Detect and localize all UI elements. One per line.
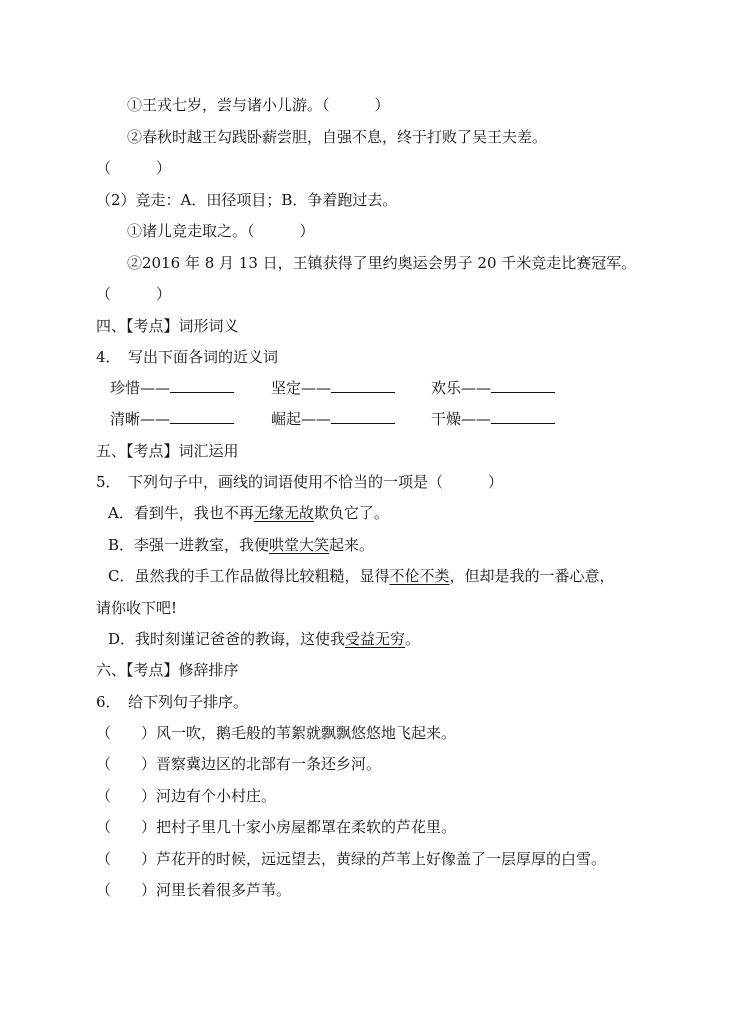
synonym-word: 欢乐—— [431,379,492,397]
option-text: B．李强一进教室，我便 [108,536,270,554]
synonym-item [110,378,234,398]
synonym-word: 干燥—— [431,410,492,428]
q3-item-b1: ①诸儿竞走取之。（ ） [127,222,315,240]
answer-blank[interactable] [170,409,234,424]
q6-stem: 6． 给下列句子排序。 [96,693,249,711]
underlined-word: 无缘无故 [253,504,314,522]
option-text: 欺负它了。 [313,504,389,522]
synonym-word: 坚定—— [271,379,332,397]
q3-item-a1: ①王戎七岁，尝与诸小儿游。（ ） [127,96,390,114]
sentence-item: （ ）芦花开的时候，远远望去，黄绿的芦苇上好像盖了一层厚厚的白雪。 [96,850,607,868]
sentence-item: （ ）风一吹，鹅毛般的苇絮就飘飘悠悠地飞起来。 [96,724,457,742]
underlined-word: 不伦不类 [389,567,450,585]
sentence-item: （ ）河里长着很多芦苇。 [96,881,292,899]
synonym-item [271,409,395,429]
synonym-item [271,378,395,398]
synonym-item [431,378,555,398]
q5-option-c [108,566,615,586]
synonym-item [431,409,555,429]
q3-item-b2: ②2016 年 8 月 13 日，王镇获得了里约奥运会男子 20 千米竞走比赛冠军。 [127,254,637,272]
synonym-word: 珍惜—— [110,379,171,397]
synonym-word: 清晰—— [110,410,171,428]
answer-blank[interactable] [170,378,234,393]
q5-stem: 5． 下列句子中，画线的词语使用不恰当的一项是（ ） [96,473,504,491]
sentence-item: （ ）河边有个小村庄。 [96,787,277,805]
section-5-title: 五、【考点】词汇运用 [96,442,239,460]
section-4-title: 四、【考点】词形词义 [96,317,239,335]
synonym-item [110,409,234,429]
sentence-item: （ ）把村子里几十家小房屋都罩在柔软的芦花里。 [96,818,457,836]
synonym-word: 崛起—— [271,410,332,428]
q5-option-c-continued: 请你收下吧! [96,599,178,617]
option-text: C．虽然我的手工作品做得比较粗糙，显得 [108,567,390,585]
option-text: 起来。 [329,536,375,554]
q3-part2-stem: （2）竞走：A．田径项目；B．争着跑过去。 [96,191,398,209]
option-text: 。 [405,630,421,648]
option-text: ，但却是我的一番心意， [449,567,615,585]
q3-item-b2-blank: （ ） [96,285,172,303]
underlined-word: 哄堂大笑 [269,536,330,554]
sentence-item: （ ）晋察冀边区的北部有一条还乡河。 [96,755,382,773]
underlined-word: 受益无穷 [345,630,406,648]
option-text: D．我时刻谨记爸爸的教诲，这使我 [108,630,346,648]
answer-blank[interactable] [331,378,395,393]
q3-item-a2-blank: （ ） [96,159,172,177]
q5-option-d [108,629,420,649]
q5-option-a [108,503,389,523]
q4-stem: 4． 写出下面各词的近义词 [96,348,279,366]
q3-item-a2: ②春秋时越王勾践卧薪尝胆，自强不息，终于打败了吴王夫差。 [127,128,548,146]
answer-blank[interactable] [491,378,555,393]
answer-blank[interactable] [491,409,555,424]
section-6-title: 六、【考点】修辞排序 [96,661,239,679]
answer-blank[interactable] [331,409,395,424]
q5-option-b [108,535,374,555]
option-text: A．看到牛，我也不再 [108,504,254,522]
